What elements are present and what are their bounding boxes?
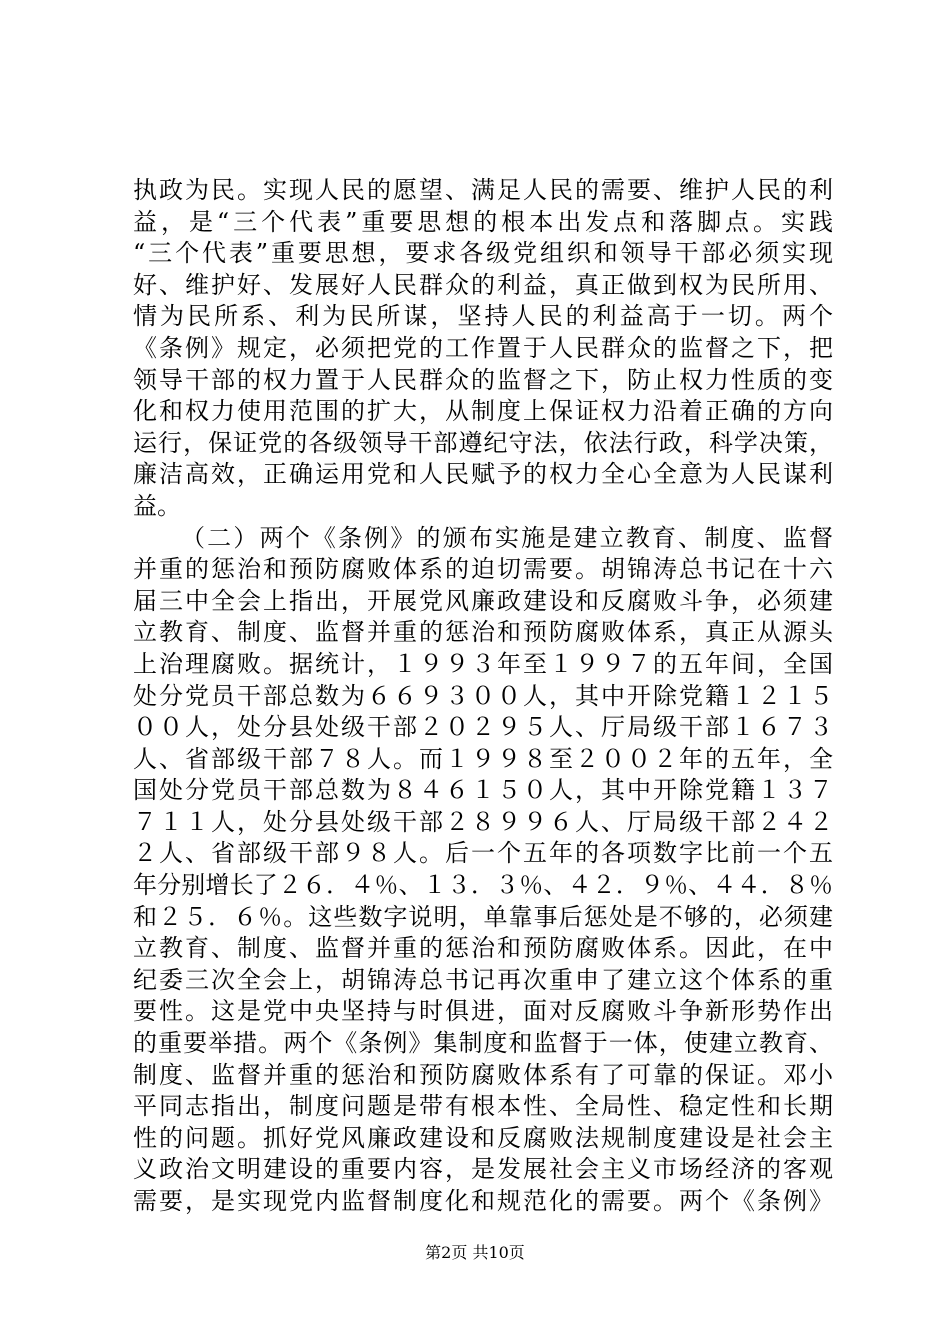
text-line: 要性。这是党中央坚持与时俱进，面对反腐败斗争新形势作出 xyxy=(133,997,833,1026)
body-text xyxy=(133,175,833,1218)
text-line: 执政为民。实现人民的愿望、满足人民的需要、维护人民的利 xyxy=(133,176,833,204)
text-line: 年分别增长了２６．４％、１３．３％、４２．９％、４４．８％ xyxy=(133,871,833,900)
text-line: 廉洁高效，正确运用党和人民赋予的权力全心全意为人民谋利 xyxy=(133,460,833,489)
text-line: 制度、监督并重的惩治和预防腐败体系有了可靠的保证。邓小 xyxy=(133,1060,833,1089)
text-line: “三个代表”重要思想，要求各级党组织和领导干部必须实现 xyxy=(133,239,833,268)
page-number-indicator: 第2页 共10页 xyxy=(425,1243,525,1262)
text-line: 届三中全会上指出，开展党风廉政建设和反腐败斗争，必须建 xyxy=(133,586,833,615)
text-line: 义政治文明建设的重要内容，是发展社会主义市场经济的客观 xyxy=(133,1155,833,1184)
paragraph-1 xyxy=(133,175,833,523)
text-line: 人、省部级干部７８人。而１９９８至２００２年的五年，全 xyxy=(133,744,833,773)
text-line: 情为民所系、利为民所谋，坚持人民的利益高于一切。两个 xyxy=(133,302,833,331)
text-line: 处分党员干部总数为６６９３００人，其中开除党籍１２１５ xyxy=(133,681,833,710)
text-line: 立教育、制度、监督并重的惩治和预防腐败体系。因此，在中 xyxy=(133,934,833,963)
text-line: ７１１人，处分县处级干部２８９９６人、厅局级干部２４２ xyxy=(133,807,833,836)
text-line: 立教育、制度、监督并重的惩治和预防腐败体系，真正从源头 xyxy=(133,618,833,647)
text-line: 纪委三次全会上，胡锦涛总书记再次重申了建立这个体系的重 xyxy=(133,965,833,994)
text-line: 上治理腐败。据统计，１９９３年至１９９７的五年间，全国 xyxy=(133,649,833,678)
text-line: 的重要举措。两个《条例》集制度和监督于一体，使建立教育、 xyxy=(133,1029,833,1058)
text-line: 益。 xyxy=(133,491,181,520)
text-line: 运行，保证党的各级领导干部遵纪守法，依法行政，科学决策， xyxy=(133,428,833,457)
text-line: （二）两个《条例》的颁布实施是建立教育、制度、监督 xyxy=(181,523,833,552)
text-line: 性的问题。抓好党风廉政建设和反腐败法规制度建设是社会主 xyxy=(133,1123,833,1152)
text-line: 平同志指出，制度问题是带有根本性、全局性、稳定性和长期 xyxy=(133,1092,833,1121)
text-line: 化和权力使用范围的扩大，从制度上保证权力沿着正确的方向 xyxy=(133,397,833,426)
page-footer xyxy=(0,1243,950,1263)
text-line: 领导干部的权力置于人民群众的监督之下，防止权力性质的变 xyxy=(133,365,833,394)
text-line: 国处分党员干部总数为８４６１５０人，其中开除党籍１３７ xyxy=(133,776,833,805)
text-line: 好、维护好、发展好人民群众的利益，真正做到权为民所用、 xyxy=(133,270,833,299)
text-line: 益，是“三个代表”重要思想的根本出发点和落脚点。实践 xyxy=(133,207,833,236)
text-line: 需要，是实现党内监督制度化和规范化的需要。两个《条例》 xyxy=(133,1187,833,1215)
text-line: 并重的惩治和预防腐败体系的迫切需要。胡锦涛总书记在十六 xyxy=(133,555,833,584)
text-line: 《条例》规定，必须把党的工作置于人民群众的监督之下，把 xyxy=(133,333,833,362)
text-line: 和２５．６％。这些数字说明，单靠事后惩处是不够的，必须建 xyxy=(133,902,833,931)
text-line: ００人，处分县处级干部２０２９５人、厅局级干部１６７３ xyxy=(133,713,833,742)
text-line: ２人、省部级干部９８人。后一个五年的各项数字比前一个五 xyxy=(133,839,833,868)
paragraph-2 xyxy=(133,523,833,1218)
